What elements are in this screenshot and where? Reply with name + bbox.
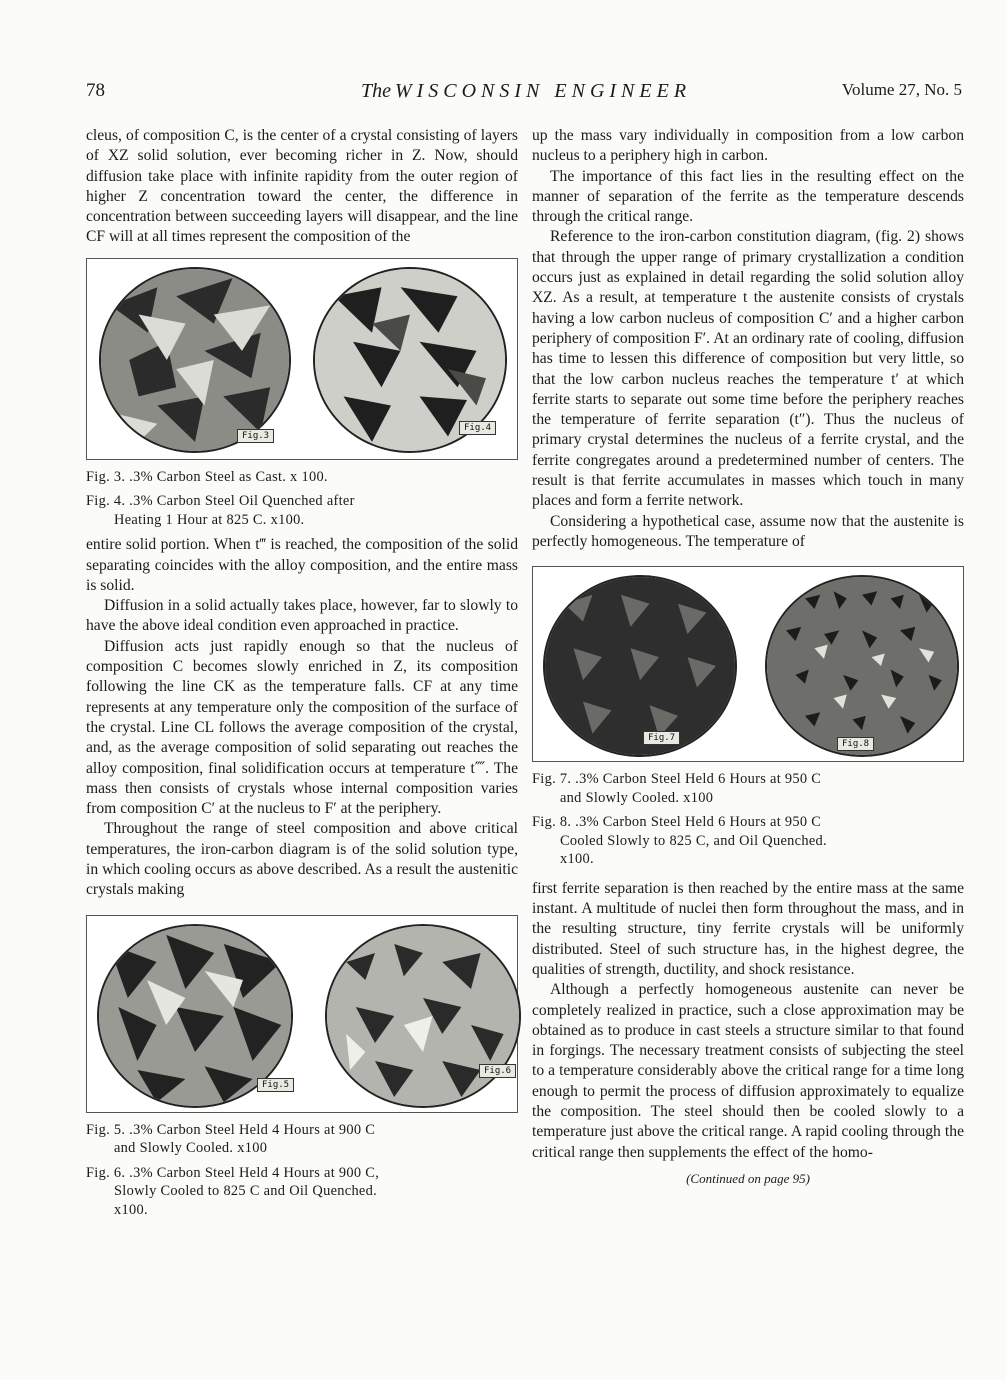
caption-fig7-line2: and Slowly Cooled. x100: [560, 789, 714, 806]
caption-fig5: [86, 1121, 518, 1158]
paragraph: Diffusion acts just rapidly enough so that the nucleus of composition C becomes slowly enriched in Z, its composition following the line CK as the temperature falls. CF at any time represents at any temperature only the composition of the surface of the crystal. Line CL follows the average composition of the crystal, and, as the average composition of solid separating out reaches the alloy composition, final solidification occurs at temperature t⁗. The mass then consists of crystals whose internal composition varies from composition C′ at the nucleus to F′ at the periphery.: [86, 637, 518, 818]
paragraph: Throughout the range of steel composition and above critical temperatures, the iron-carbon diagram is of the solid solution type, in which cooling occurs as above described. As a result the austenitic crystals making: [86, 820, 518, 899]
caption-fig8-line3: x100.: [560, 851, 594, 868]
caption-fig7: [532, 770, 964, 807]
fig8-label: Fig.8: [837, 737, 874, 751]
caption-fig6-line2: Slowly Cooled to 825 C and Oil Quenched.: [114, 1183, 378, 1200]
page-header: [86, 80, 966, 110]
fig4-label: Fig.4: [459, 421, 496, 435]
paragraph: Although a perfectly homogeneous austenite can never be completely realized in practice, such a close approximation may be obtained as to produce in cast steels a structure similar to that found in forgings. The necessary treatment consists of subjecting the steel to a temperature considerably above the critical range for a time long enough to permit the process of diffusion approximately to equalize the composition. The steel should then be cooled slowly to a temperature just above the critical range. A rapid cooling through the critical range then supplements the effect of the homo-: [532, 981, 964, 1161]
page-number: 78: [86, 80, 105, 101]
left-column: [86, 126, 518, 1225]
figure-plate-7-8: [532, 566, 964, 762]
caption-fig6-line1: Fig. 6. .3% Carbon Steel Held 4 Hours at 900 C,: [86, 1164, 380, 1181]
figure-plate-5-6: [86, 915, 518, 1113]
fig5-label: Fig.5: [257, 1078, 294, 1092]
journal-title-the: The: [360, 80, 391, 102]
paragraph: Diffusion in a solid actually takes place, however, far to slowly to have the above ideal condition even approached in practice.: [86, 597, 518, 635]
caption-fig8-line2: Cooled Slowly to 825 C, and Oil Quenched.: [560, 832, 827, 849]
continued-note: (Continued on page 95): [686, 1170, 810, 1186]
caption-fig3: Fig. 3. .3% Carbon Steel as Cast. x 100.: [86, 468, 328, 485]
paragraph: first ferrite separation is then reached by the entire mass at the same instant. A multitude of nuclei then form throughout the mass, and in the resulting structure, tiny ferrite crystals will be uniformly distributed. Steel of such structure has, in the highest degree, the qualities of strength, ductility, and shock resistance.: [532, 879, 964, 978]
right-column: [532, 126, 964, 1200]
caption-fig4-line2: Heating 1 Hour at 825 C. x100.: [114, 511, 305, 528]
caption-fig8: [532, 813, 964, 869]
caption-fig8-line1: Fig. 8. .3% Carbon Steel Held 6 Hours at 950 C: [532, 814, 822, 831]
micrograph-fig6: [325, 924, 521, 1108]
micrograph-fig8: [765, 575, 959, 757]
micrograph-fig3: [99, 267, 291, 453]
caption-fig5-line2: and Slowly Cooled. x100: [114, 1140, 268, 1157]
paragraph: cleus, of composition C, is the center of a crystal consisting of layers of XZ solid solution, ever becoming richer in Z. Now, should diffusion take place with infinite rapidity from the outer region of higher Z concentration toward the center, the difference in concentration between succeeding layers will disappear, and the line CF will at all times represent the composition of the: [86, 127, 518, 246]
paragraph: Reference to the iron-carbon constitution diagram, (fig. 2) shows that through the upper range of primary crystallization a condition occurs just as explained in detail regarding the solid solution alloy XZ. As a result, at temperature t the austenite consists of crystals having a low carbon nucleus of composition C′ and a higher carbon periphery of composition F′. At an ordinary rate of cooling, diffusion has time to lessen this difference of composition but very little, so that the low carbon nucleus reaches the temperature t′ at which ferrite starts to separate out some time before the periphery reaches the temperature of ferrite separation (t″). Thus the nucleus of primary crystal determines the nucleus of a ferrite crystal, and the ferrite congregates around a predetermined number of centers. The result is that ferrite accumulates in masses which touch in many places and form a ferrite network.: [532, 228, 964, 510]
fig7-label: Fig.7: [643, 731, 680, 745]
caption-fig4: [86, 492, 518, 529]
micrograph-fig7: [543, 575, 737, 757]
journal-title-main: WISCONSIN ENGINEER: [394, 80, 692, 102]
paragraph: up the mass vary individually in composition from a low carbon nucleus to a periphery high in carbon.: [532, 127, 964, 165]
fig3-label: Fig.3: [237, 429, 274, 443]
journal-title: [86, 80, 966, 103]
figure-plate-3-4: [86, 258, 518, 460]
caption-fig4-line1: Fig. 4. .3% Carbon Steel Oil Quenched after: [86, 493, 355, 510]
caption-fig6: [86, 1164, 518, 1220]
caption-fig6-line3: x100.: [114, 1201, 148, 1218]
caption-fig5-line1: Fig. 5. .3% Carbon Steel Held 4 Hours at 900 C: [86, 1121, 376, 1138]
paragraph: Considering a hypothetical case, assume now that the austenite is perfectly homogeneous. The temperature of: [532, 512, 964, 550]
fig6-label: Fig.6: [479, 1064, 516, 1078]
paragraph: entire solid portion. When t‴ is reached, the composition of the solid separating coincides with the alloy composition, and the entire mass is solid.: [86, 536, 518, 594]
volume-issue: Volume 27, No. 5: [841, 80, 962, 99]
paragraph: The importance of this fact lies in the resulting effect on the manner of separation of the ferrite as the temperature descends through the critical range.: [532, 167, 964, 226]
caption-fig7-line1: Fig. 7. .3% Carbon Steel Held 6 Hours at 950 C: [532, 771, 822, 788]
